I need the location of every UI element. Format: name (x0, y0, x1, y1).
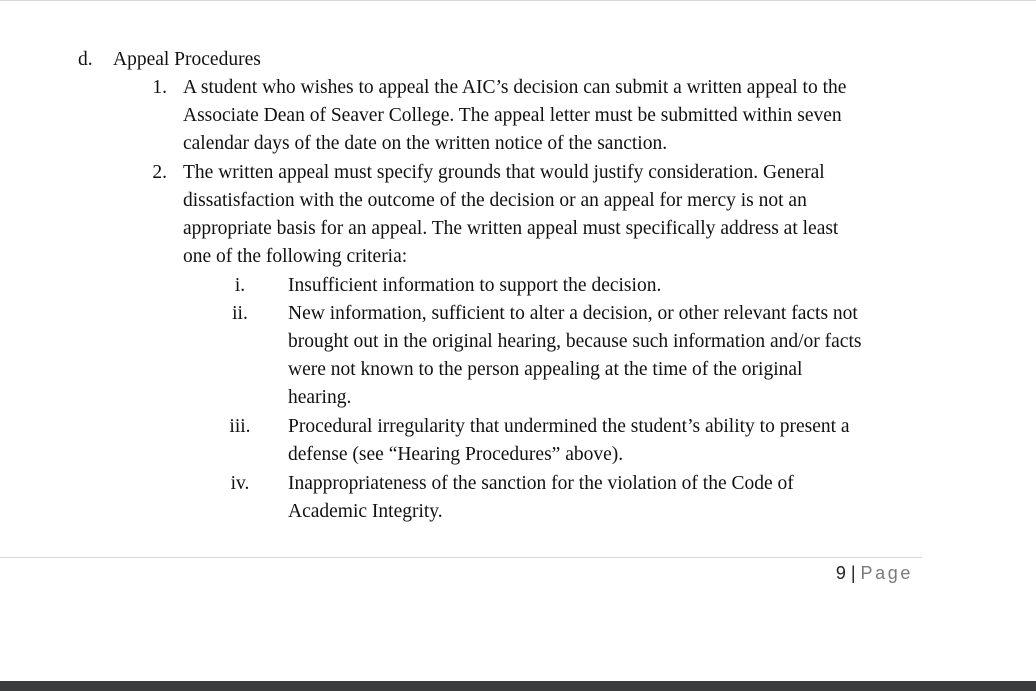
criteria-line: defense (see “Hearing Procedures” above). (288, 444, 624, 465)
list-item-1 (152, 74, 847, 158)
list-item-line: one of the following criteria: (183, 246, 408, 267)
list-item-line: dissatisfaction with the outcome of the decision or an appeal for mercy is not an (183, 190, 807, 211)
section-marker: d. (78, 49, 93, 70)
viewer-bottom-bar (0, 681, 1036, 691)
section-title: Appeal Procedures (113, 49, 261, 70)
criteria-line: hearing. (288, 387, 352, 408)
page-footer (836, 563, 913, 584)
section-heading (78, 46, 261, 74)
criteria-line: were not known to the person appealing at the time of the original (288, 359, 803, 380)
list-item-line: calendar days of the date on the written notice of the sanction. (183, 133, 668, 154)
criteria-number: iv. (230, 473, 250, 494)
criteria-line: Academic Integrity. (288, 501, 443, 522)
criteria-number: i. (234, 275, 246, 296)
list-item-line: A student who wishes to appeal the AIC’s decision can submit a written appeal to the (183, 77, 847, 98)
criteria-number: ii. (232, 303, 248, 324)
criteria-line: New information, sufficient to alter a decision, or other relevant facts not (288, 303, 858, 324)
page-number: 9 (835, 563, 846, 583)
criteria-number: iii. (229, 416, 251, 437)
list-item-line: The written appeal must specify grounds that would justify consideration. General (183, 162, 825, 183)
criteria-item-i (234, 272, 662, 300)
page-separator: | (850, 563, 856, 583)
criteria-item-iv (230, 470, 794, 526)
criteria-line: Insufficient information to support the decision. (288, 275, 662, 296)
list-item-number: 1. (152, 77, 167, 98)
list-item-2 (152, 159, 839, 271)
criteria-line: Inappropriateness of the sanction for the violation of the Code of (288, 473, 794, 494)
list-item-number: 2. (152, 162, 167, 183)
criteria-line: brought out in the original hearing, because such information and/or facts (288, 331, 862, 352)
criteria-item-ii (232, 300, 862, 412)
list-item-line: Associate Dean of Seaver College. The appeal letter must be submitted within seven (183, 105, 842, 126)
page-label: Page (860, 563, 913, 583)
criteria-line: Procedural irregularity that undermined the student’s ability to present a (288, 416, 850, 437)
footer-divider (0, 557, 922, 558)
list-item-line: appropriate basis for an appeal. The written appeal must specifically address at least (183, 218, 839, 239)
criteria-item-iii (229, 413, 850, 469)
